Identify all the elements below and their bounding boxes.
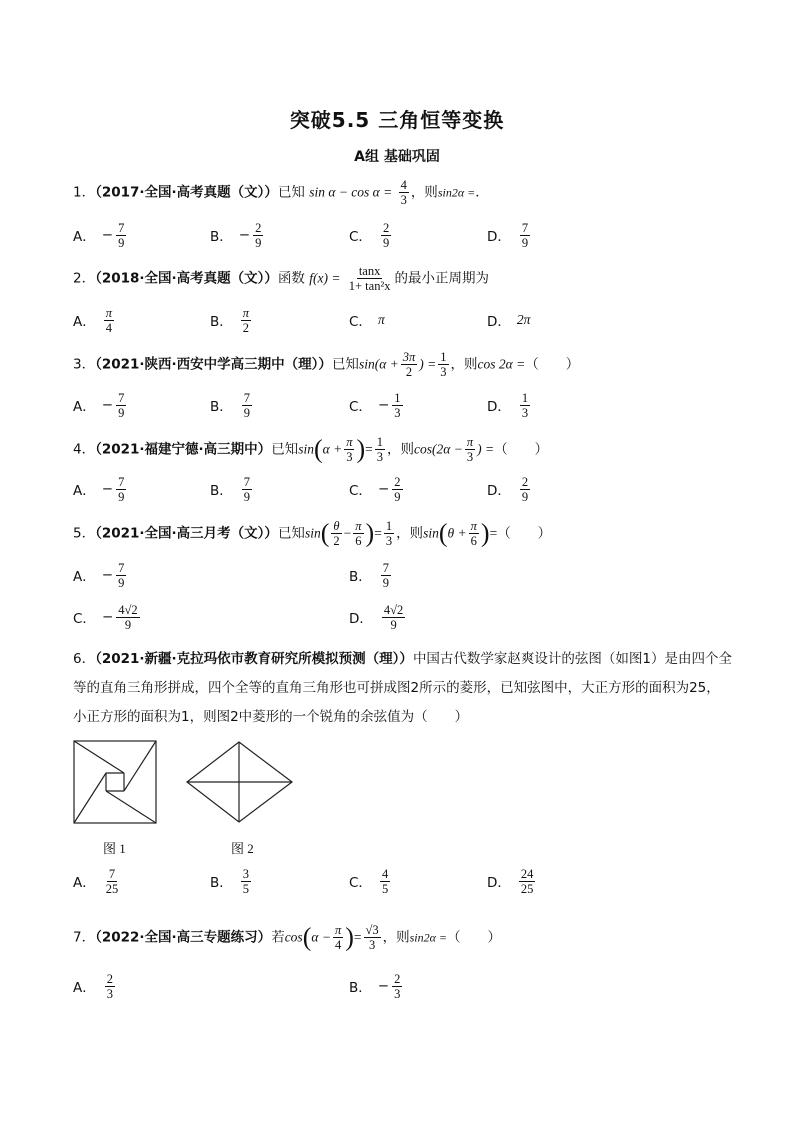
fraction: $\frac{\pi}{6}$ [470, 519, 477, 548]
question-number: 7． [73, 929, 96, 946]
question-source: （2017·全国·高考真题（文）） [95, 184, 278, 201]
fraction: $\frac{\pi}{4}$ [334, 923, 342, 952]
figure-1-caption: 图 1 [103, 841, 126, 856]
question-5: 5．（2021·全国·高三月考（文））已知sin( $\frac{\theta}{2}$ − $\frac{\pi}{6}$ )= $\frac{1}{3}$ ，则sin(θ + $\frac{\pi}{6}$ )=（ ） [73, 518, 552, 548]
question-source: （2021·新疆·克拉玛依市教育研究所模拟预测（理）） [95, 651, 413, 667]
math-expression: = [365, 441, 373, 457]
math-expression: sin [304, 525, 321, 541]
option-d[interactable]: D． $\frac{4√2}{9}$ [349, 602, 404, 632]
question-source: （2021·福建宁德·高三期中） [95, 441, 272, 458]
question-text: 已知 [331, 356, 359, 373]
triangle-edge [106, 791, 156, 823]
triangle-edge [124, 741, 156, 791]
question-number: 2． [73, 270, 96, 287]
answer-blank: （ ） [494, 441, 549, 458]
question-number: 1． [73, 184, 96, 201]
math-expression: f(x) = [309, 270, 341, 286]
option-a[interactable]: A． − $\frac{7}{9}$ [73, 474, 125, 504]
option-b[interactable]: B． $\frac{7}{9}$ [210, 390, 251, 420]
fraction: $\frac{4}{3}$ [400, 178, 407, 207]
math-expression: ) = [477, 441, 495, 457]
answer-blank: （ ） [497, 525, 552, 542]
section-title: A组 基础巩固 [354, 149, 440, 165]
question-3 [73, 350, 733, 379]
fraction: $\frac{1}{3}$ [440, 350, 447, 379]
answer-blank: （ ） [525, 356, 580, 373]
page-title: 突破5.5 三角恒等变换 [289, 108, 505, 132]
fraction: $\frac{√3}{3}$ [365, 923, 379, 952]
fraction: $\frac{\pi}{6}$ [355, 519, 362, 548]
fraction: $\frac{\pi}{3}$ [466, 435, 474, 464]
option-d[interactable]: D． $\frac{1}{3}$ [487, 390, 529, 420]
question-text: ． [475, 184, 489, 201]
options-q6 [73, 861, 733, 901]
question-1 [73, 178, 733, 207]
question-text: ，则 [450, 356, 478, 373]
question-text: 若 [271, 929, 285, 946]
option-c[interactable]: C． π [349, 312, 385, 330]
math-expression: sin2α = [409, 930, 448, 945]
question-source: （2021·陕西·西安中学高三期中（理）） [95, 356, 332, 373]
math-expression: cos [284, 929, 303, 945]
option-a[interactable]: A． − $\frac{7}{9}$ [73, 220, 125, 250]
option-c[interactable]: C． − $\frac{4√2}{9}$ [73, 602, 138, 632]
math-expression: sin [423, 525, 439, 541]
figure-2-rhombus [185, 740, 295, 828]
math-expression: cos(2α − [414, 441, 463, 457]
question-6 [73, 645, 733, 732]
question-number: 4． [73, 441, 96, 458]
option-b[interactable]: B． $\frac{3}{5}$ [210, 866, 250, 896]
math-expression: sin(α + [358, 356, 399, 372]
option-b[interactable]: B． $\frac{7}{9}$ [210, 474, 251, 504]
question-2 [73, 264, 733, 293]
option-c[interactable]: C． − $\frac{2}{9}$ [349, 474, 401, 504]
option-a[interactable]: A． $\frac{7}{25}$ [73, 866, 119, 896]
question-text: ，则 [382, 929, 410, 946]
option-b[interactable]: B． $\frac{\pi}{2}$ [210, 305, 250, 335]
option-a[interactable]: A． $\frac{\pi}{4}$ [73, 305, 113, 335]
figure-2-caption: 图 2 [231, 841, 254, 856]
question-text: ，则 [387, 441, 415, 458]
options-q3 [73, 385, 733, 425]
options-q1 [73, 215, 733, 255]
options-q4 [73, 469, 733, 509]
option-d[interactable]: D． $\frac{24}{25}$ [487, 866, 534, 896]
option-b[interactable]: B． $\frac{7}{9}$ [349, 560, 390, 590]
fraction: $\frac{1}{3}$ [376, 435, 384, 464]
question-number: 3． [73, 356, 96, 373]
option-d[interactable]: D． $\frac{2}{9}$ [487, 474, 529, 504]
option-c[interactable]: C． $\frac{2}{9}$ [349, 220, 390, 250]
option-d[interactable]: D． $\frac{7}{9}$ [487, 220, 529, 250]
question-source: （2022·全国·高三专题练习） [95, 929, 272, 946]
math-expression: sin2α = [437, 185, 476, 200]
option-a[interactable]: A． $\frac{2}{3}$ [73, 971, 113, 1001]
fraction: $\frac{\tan x}{\text{1+ tan²x}}$ [348, 264, 391, 293]
options-q5-row2 [73, 597, 733, 637]
question-4: 4．（2021·福建宁德·高三期中）已知sin(α + $\frac{\pi}{3}$ )= $\frac{1}{3}$ ，则cos(2α − $\frac{\pi}{3}$ ) =（ ） [73, 434, 549, 464]
question-text: 函数 [277, 270, 305, 287]
option-c[interactable]: C． − $\frac{1}{3}$ [349, 390, 401, 420]
option-d[interactable]: D． 2π [487, 312, 531, 330]
question-7: 7．（2022·全国·高三专题练习）若cos(α − $\frac{\pi}{4}$ )= $\frac{√3}{3}$ ，则sin2α =（ ） [73, 922, 502, 952]
question-number: 5． [73, 525, 96, 542]
question-text: ，则 [396, 525, 424, 542]
question-number: 6． [73, 651, 96, 667]
options-q2 [73, 300, 733, 340]
question-text: 已知 [277, 184, 305, 201]
math-expression: ) = [419, 356, 437, 372]
question-source: （2021·全国·高三月考（文）） [95, 525, 278, 542]
question-text: 中国古代数学家赵爽设计的弦图（如图1）是由四个全等的直角三角形拼成，四个全等的直角三角形也可拼成图2所示的菱形，已知弦图中，大正方形的面积为25，小正方形的面积为1，则图2中菱形的一个锐角的余弦值为（ ） [73, 651, 733, 725]
fraction: $\frac{3\pi}{2}$ [402, 350, 416, 379]
option-c[interactable]: C． $\frac{4}{5}$ [349, 866, 389, 896]
math-expression: cos 2α = [477, 356, 526, 372]
question-source: （2018·全国·高考真题（文）） [95, 270, 278, 287]
option-b[interactable]: B． − $\frac{2}{3}$ [349, 971, 401, 1001]
fraction: $\frac{\theta}{2}$ [333, 519, 340, 548]
outer-square [74, 741, 156, 823]
fraction: $\frac{\pi}{3}$ [346, 435, 353, 464]
triangle-edge [74, 773, 106, 823]
question-text: 已知 [277, 525, 305, 542]
math-expression: α + [322, 441, 343, 457]
question-text: 的最小正周期为 [394, 270, 489, 287]
math-expression: sin α − cos α = [309, 184, 393, 200]
question-text: ，则 [410, 184, 438, 201]
options-q5-row1 [73, 555, 733, 595]
triangle-edge [74, 741, 124, 773]
question-text: 已知 [271, 441, 299, 458]
option-a[interactable]: A． − $\frac{7}{9}$ [73, 560, 125, 590]
fraction: $\frac{1}{3}$ [385, 519, 393, 548]
figure-1-string-diagram [73, 740, 159, 828]
options-q7 [73, 966, 733, 1006]
answer-blank: （ ） [447, 929, 502, 946]
option-b[interactable]: B． − $\frac{2}{9}$ [210, 220, 262, 250]
option-a[interactable]: A． − $\frac{7}{9}$ [73, 390, 125, 420]
math-expression: sin [298, 441, 314, 457]
